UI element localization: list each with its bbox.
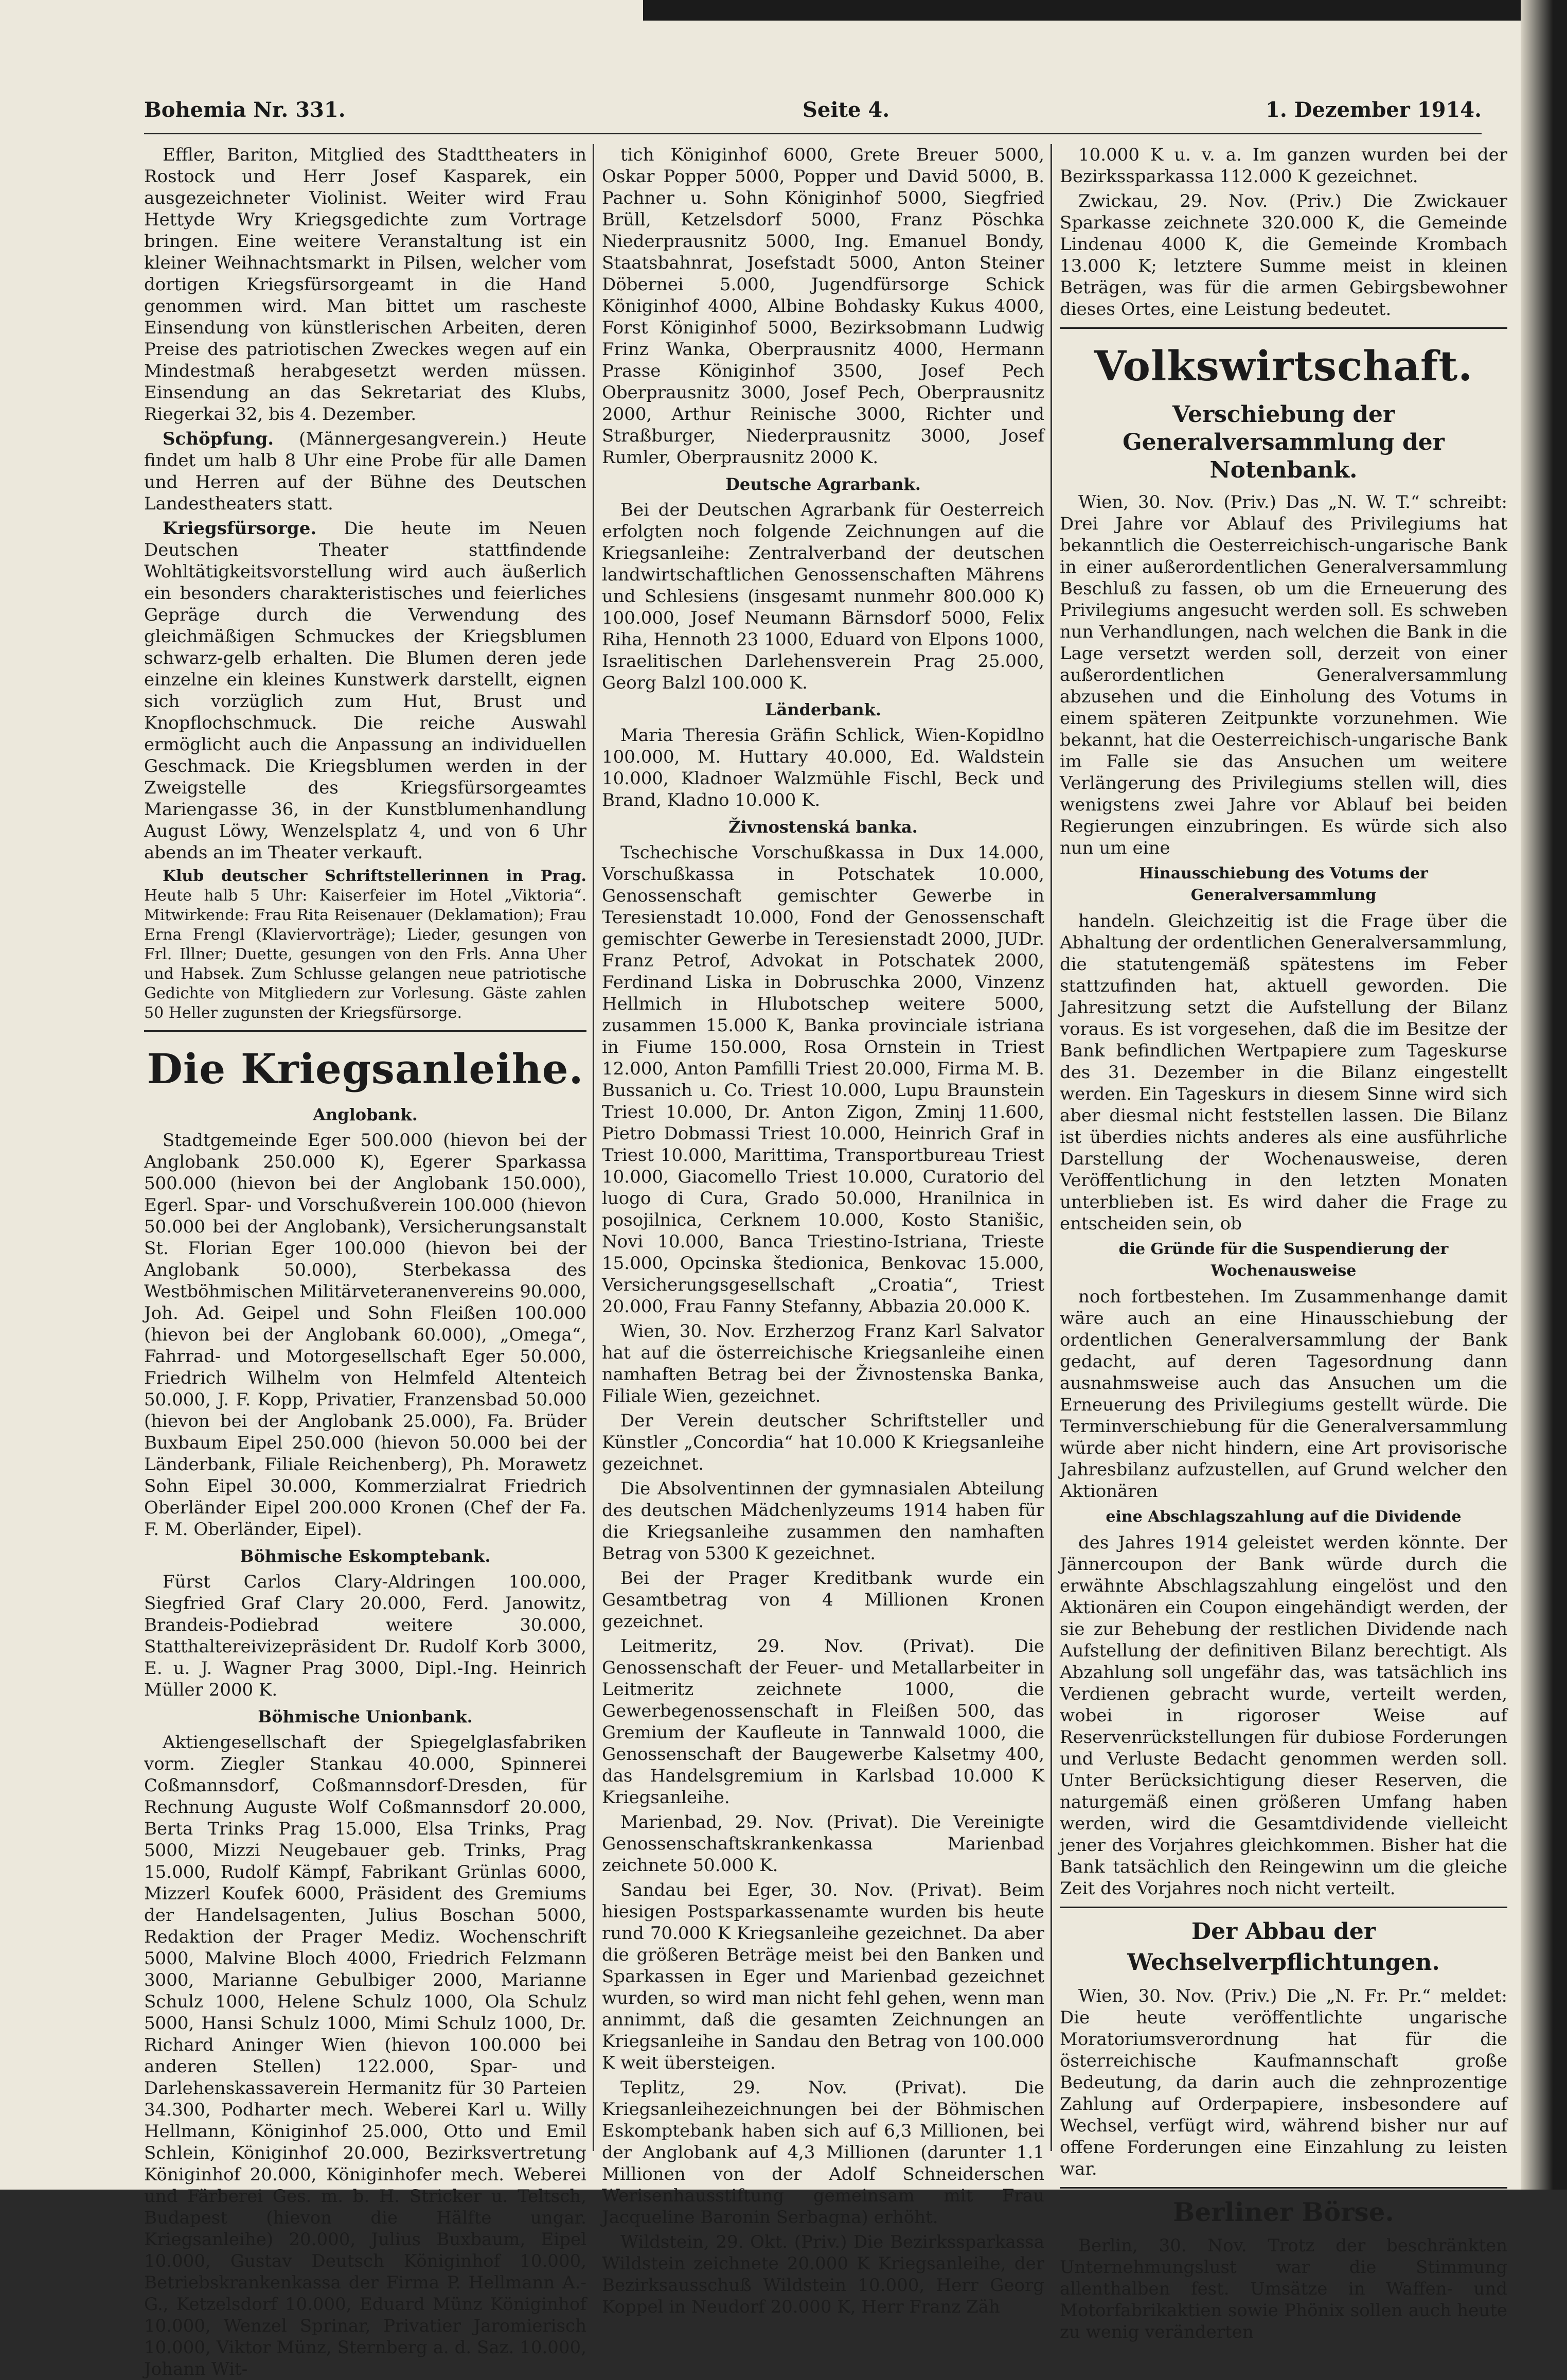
page-header — [144, 98, 1482, 134]
inline-heading-gruende: die Gründe für die Suspendierung der Wochenausweise — [1118, 1240, 1449, 1280]
article-wien-wechsel: Wien, 30. Nov. (Priv.) Die „N. Fr. Pr.“ meldet: Die heute veröffentlichte ungarische Moratoriumsverordnung hat für die österreichische Kaufmannschaft große Bedeutung, da darin auch die zehnprozentige Zahlung auf Orderpapiere, insbesondere auf Wechsel, verfügt wird, während bisher nur auf offene Forderungen eine Einzahlung zu leisten war. — [1060, 1986, 1507, 2179]
text-anglobank: Stadtgemeinde Eger 500.000 (hievon bei der Anglobank 250.000 K), Egerer Sparkassa 500.000 (hievon bei der Anglobank 150.000), Egerl. Spar- und Vorschußverein 100.000 (hievon 50.000 bei der Anglobank), Versicherungsanstalt St. Florian Eger 100.000 (hievon bei der Anglobank 50.000), Sterbekassa des Westböhmischen Militärveteranenvereins 90.000, Joh. Ad. Geipel und Sohn Fleißen 100.000 (hievon bei der Anglobank 60.000), „Omega“, Fahrrad- und Motorgesellschaft Eger 50.000, Friedrich Wilhelm von Helmfeld Altenteich 50.000, J. F. Kopp, Privatier, Franzensbad 50.000 (hievon bei der Anglobank 25.000), Fa. Brüder Buxbaum Eipel 250.000 (hievon 50.000 bei der Länderbank, Filiale Reichenberg), Ph. Morawetz Sohn Eipel 30.000, Kommerzialrat Friedrich Oberländer Eipel 200.000 Kronen (Chef der Fa. F. M. Oberländer, Eipel). — [144, 1130, 586, 1540]
heading-kriegsanleihe: Die Kriegsanleihe. — [147, 1045, 584, 1093]
article-kreditbank: Bei der Prager Kreditbank wurde ein Gesamtbetrag von 4 Millionen Kronen gezeichnet. — [602, 1568, 1044, 1632]
article-berlin: Berlin, 30. Nov. Trotz der beschränkten Unternehmungslust war die Stimmung allenthalben fest. Umsätze in Waffen- und Motorfabrikaktien sowie Phönix sollen auch heute zu wenig veränderten — [1060, 2235, 1507, 2342]
header-masthead: Bohemia Nr. 331. — [144, 98, 346, 122]
lead-schoepfung: Schöpfung. — [163, 429, 274, 449]
lead-kriegsfuersorge: Kriegsfürsorge. — [163, 518, 317, 539]
article-kriegsfuersorge — [144, 518, 586, 863]
text-laender: Maria Theresia Gräfin Schlick, Wien-Kopidlno 100.000, M. Huttary 40.000, Ed. Waldstein 10.000, Kladnoer Walzmühle Fischl, Beck und Brand, Kladno 10.000 K. — [602, 725, 1044, 810]
section-rule — [1060, 327, 1507, 329]
article-absolventinnen: Die Absolventinnen der gymnasialen Abteilung des deutschen Mädchenlyzeums 1914 haben für die Kriegsanleihe zusammen den namhaften Betrag von 5300 K gezeichnet. — [602, 1478, 1044, 1564]
text-zivno: Tschechische Vorschußkassa in Dux 14.000, Vorschußkassa in Potschatek 10.000, Genossenschaft gemischter Gewerbe in Teresienstadt 10.000, Fond der Genossenschaft gemischter Gewerbe in Teresienstadt 2000, JUDr. Franz Petrof, Advokat in Potschatek 2000, Ferdinand Liska in Dobruschka 2000, Vinzenz Hellmich in Hlubotschep weitere 5000, zusammen 15.000 K, Banka provinciale istriana in Fiume 150.000, Rosa Ornstein in Triest 12.000, Anton Pamfilli Triest 20.000, Firma M. B. Bussanich u. Co. Triest 10.000, Lupu Braunstein Triest 10.000, Dr. Anton Zigon, Zminj 11.600, Pietro Dobmassi Triest 10.000, Heinrich Graf in Triest 10.000, Marittima, Transportbureau Triest 10.000, Giacomello Triest 10.000, Curatorio del luogo di Cura, Grado 50.000, Hranilnica in posojilnica, Cerknem 10.000, Kosto Stanišic, Novi 10.000, Banca Triestino-Istriana, Trieste 15.000, Opcinska štedionica, Benkovac 15.000, Versicherungsgesellschaft „Croatia“, Triest 20.000, Frau Fanny Stefanny, Abbazia 20.000 K. — [602, 842, 1044, 1317]
header-rule — [144, 133, 1482, 134]
heading-volkswirtschaft: Volkswirtschaft. — [1094, 342, 1473, 390]
article-marienbad: Marienbad, 29. Nov. (Privat). Die Vereinigte Genossenschaftskrankenkassa Marienbad zeichnete 50.000 K. — [602, 1812, 1044, 1876]
text-union: Aktiengesellschaft der Spiegelglasfabriken vorm. Ziegler Stankau 40.000, Spinnerei Coßmannsdorf, Coßmannsdorf-Dresden, für Rechnung Auguste Wolf Coßmannsdorf 20.000, Berta Trinks Prag 15.000, Elsa Trinks, Prag 5000, Mizzi Neugebauer geb. Trinks, Prag 15.000, Rudolf Kämpf, Fabrikant Grünlas 6000, Mizzerl Koufek 6000, Präsident des Gremiums der Handelsagenten, Julius Boschan 5000, Redaktion der Prager Mediz. Wochenschrift 5000, Malvine Bloch 4000, Friedrich Felzmann 3000, Marianne Gebulbiger 2000, Marianne Schulz 1000, Helene Schulz 1000, Ola Schulz 5000, Hansi Schulz 1000, Mimi Schulz 1000, Dr. Richard Aninger Wien (hievon 100.000 bei anderen Stellen) 122.000, Spar- und Darlehenskassaverein Hermanitz für 30 Parteien 34.300, Podharter mech. Weberei Karl u. Willy Hellmann, Königinhof 25.000, Otto und Emil Schlein, Königinhof 20.000, Bezirksvertretung Königinhof 20.000, Königinhofer mech. Weberei und Färberei Ges. m. b. H. Stricker u. Teltsch, Budapest (hievon die Hälfte ungar. Kriegsanleihe) 20.000, Julius Buxbaum, Eipel 10.000, Gustav Deutsch Königinhof 10.000, Betriebskrankenkassa der Firma P. Hellmann A.-G., Ketzelsdorf 10.000, Eduard Münz Königinhof 10.000, Wenzel Sprinar, Privatier Jaromierisch 10.000, Viktor Münz, Sternberg a. d. Saz. 10.000, Johann Wit- — [144, 1732, 586, 2379]
article-sandau: Sandau bei Eger, 30. Nov. (Privat). Beim hiesigen Postsparkassenamte wurden bis heute rund 70.000 K Kriegsanleihe gezeichnet. Da aber die größeren Beträge meist bei den Banken und Sparkassen in Eger und Marienbad gezeichnet wurden, so wird man nicht fehl gehen, wenn man annimmt, daß die gesamten Zeichnungen an Kriegsanleihe in Sandau den Betrag von 100.000 K weit übersteigen. — [602, 1880, 1044, 2073]
subheading-laender: Länderbank. — [765, 700, 881, 719]
article-wien-notenbank: Wien, 30. Nov. (Priv.) Das „N. W. T.“ schreibt: Drei Jahre vor Ablauf des Privilegiums hat bekanntlich die Oesterreichisch-ungarische Bank in einer außerordentlichen Generalversammlung Beschluß zu fassen, ob um die Erneuerung des Privilegiums angesucht werden soll. Es schweben nun Verhandlungen, nach welchen die Bank in die Lage versetzt werden soll, derzeit von einer außerordentlichen Generalversammlung abzusehen und die Einholung des Votums in einem späteren Zeitpunkte vorzunehmen. Wie bekannt, hat die Oesterreichisch-ungarische Bank im Falle sie das Ansuchen um weitere Verlängerung des Privilegiums stellen will, dies wenigstens zwei Jahre vor Ablauf bei beiden Regierungen einzubringen. Es würde sich also nun um eine — [1060, 492, 1507, 858]
lead-klub: Klub deutscher Schriftstellerinnen in Prag. — [163, 867, 586, 885]
column-rule-2 — [1050, 144, 1052, 2151]
section-rule — [1060, 2187, 1507, 2189]
column-1 — [144, 144, 587, 2379]
text-agrar: Bei der Deutschen Agrarbank für Oesterreich erfolgten noch folgende Zeichnungen auf die Kriegsanleihe: Zentralverband der deutschen landwirtschaftlichen Genossenschaften Mährens und Schlesiens (insgesamt nunmehr 800.000 K) 100.000, Josef Neumann Bärnsdorf 5000, Felix Riha, Hennoth 23 1000, Eduard von Elpons 1000, Israelitischen Darlehensverein Prag 25.000, Georg Balzl 100.000 K. — [602, 500, 1044, 693]
text-wildstein-cont: 10.000 K u. v. a. Im ganzen wurden bei der Bezirkssparkassa 112.000 K gezeichnet. — [1060, 145, 1507, 187]
scan-shadow — [643, 0, 1564, 21]
article-wien-erzherzog: Wien, 30. Nov. Erzherzog Franz Karl Salvator hat auf die österreichische Kriegsanleihe einen namhaften Betrag bei der Živnostenska Banka, Filiale Wien, gezeichnet. — [602, 1321, 1044, 1406]
section-rule — [1060, 1907, 1507, 1908]
section-rule — [144, 1030, 586, 1032]
text-kriegsfuersorge: Die heute im Neuen Deutschen Theater stattfindende Wohltätigkeitsvorstellung wird auch äußerlich ein besonders charakteristisches und feierliches Gepräge durch die Verwendung des gleichmäßigen Schmuckes der Kriegsblumen schwarz-gelb erhalten. Die Blumen deren jede einzelne ein kleines Kunstwerk darstellt, eignen sich vorzüglich zum Hut, Brust und Knopflochschmuck. Die reiche Auswahl ermöglicht auch die Anpassung an individuellen Geschmack. Die Kriegsblumen werden in der Zweigstelle des Kriegsfürsorgeamtes Mariengasse 36, in der Kunstblumenhandlung August Löwy, Wenzelsplatz 4, und von 6 Uhr abends an im Theater verkauft. — [144, 518, 587, 863]
text-handeln: handeln. Gleichzeitig ist die Frage über die Abhaltung der ordentlichen Generalversammlung, die statutengemäß spätestens im Feber stattzufinden hat, aktuell geworden. Die Jahresitzung setzt die Aufstellung der Bilanz voraus. Es ist vorgesehen, daß die im Besitze der Bank befindlichen Wertpapiere zum Tageskurse des 31. Dezember in die Bilanz eingestellt werden. Ein Tageskurs in diesem Sinne wird sich aber diesmal nicht feststellen lassen. Die Bilanz ist überdies nichts anderes als eine ausführliche Darstellung der Wochenausweise, deren Veröffentlichung in den letzten Monaten unterblieben ist. Es wird daher die Frage zu entscheiden sein, ob — [1060, 911, 1507, 1234]
header-page-number: Seite 4. — [803, 98, 890, 122]
subheading-anglobank: Anglobank. — [313, 1105, 418, 1124]
article-concordia: Der Verein deutscher Schriftsteller und Künstler „Concordia“ hat 10.000 K Kriegsanleihe gezeichnet. — [602, 1411, 1044, 1474]
subheading-escompte: Böhmische Eskomptebank. — [240, 1546, 491, 1566]
article-teplitz: Teplitz, 29. Nov. (Privat). Die Kriegsanleihezeichnungen bei der Böhmischen Eskomptebank haben sich auf 6,3 Millionen, bei der Anglobank auf 4,3 Millionen (darunter 1.1 Millionen von der Adolf Schneiderschen Werisenhausstiftung gemeinsam mit Frau Jacqueline Baronin Serbagna) erhöht. — [602, 2077, 1044, 2228]
article-wildstein: Wildstein, 29. Okt. (Priv.) Die Bezirkssparkassa Wildstein zeichnete 20.000 K Kriegsanleihe, der Bezirksausschuß Wildstein 10.000, Herr Georg Koppel in Neudorf 20.000 K, Herr Franz Zäh — [602, 2232, 1044, 2317]
article-effler: Effler, Bariton, Mitglied des Stadttheaters in Rostock und Herr Josef Kasparek, ein ausgezeichneter Violinist. Weiter wird Frau Hettyde Wry Kriegsgedichte zum Vortrage bringen. Eine weitere Veranstaltung ist ein kleiner Weihnachtsmarkt in Pilsen, welcher vom dortigen Kriegsfürsorgeamt in die Hand genommen wird. Man bittet um rascheste Einsendung von künstlerischen Arbeiten, deren Preise des patriotischen Zweckes wegen auf ein Mindestmaß herabgesetzt werden müssen. Einsendung an das Sekretariat des Klubs, Riegerkai 32, bis 4. Dezember. — [144, 145, 586, 425]
text-schoepfung: (Männergesangverein.) Heute findet um halb 8 Uhr eine Probe für alle Damen und Herren auf der Bühne des Deutschen Landestheaters statt. — [144, 429, 587, 514]
text-union-cont: tich Königinhof 6000, Grete Breuer 5000, Oskar Popper 5000, Popper und David 5000, B. Pachner u. Sohn Königinhof 5000, Siegfried Brüll, Ketzelsdorf 5000, Franz Pöschka Niederprausnitz 5000, Ing. Emanuel Bondy, Staatsbahnrat, Josefstadt 5000, Anton Steiner Döbernei 5.000, Jugendfürsorge Schick Königinhof 4000, Albine Bohdasky Kukus 4000, Forst Königinhof 5000, Bezirksobmann Ludwig Frinz Wanka, Oberprausnitz 4000, Hermann Prasse Königinhof 3500, Josef Pech Oberprausnitz 3000, Josef Pech, Oberprausnitz 2000, Arthur Reinische 3000, Richter und Straßburger, Niederprausnitz 3000, Josef Rumler, Oberprausnitz 2000 K. — [602, 145, 1044, 468]
subheading-union: Böhmische Unionbank. — [258, 1707, 473, 1726]
article-zwickau: Zwickau, 29. Nov. (Priv.) Die Zwickauer Sparkasse zeichnete 320.000 K, die Gemeinde Lindenau 4000 K, die Gemeinde Krombach 13.000 K; letztere Summe meist in kleinen Beträgen, was für die armen Gebirgsbewohner dieses Ortes, eine Leistung bedeutet. — [1060, 191, 1507, 320]
text-jahres: des Jahres 1914 geleistet werden könnte. Der Jännercoupon der Bank würde durch die erwähnte Abschlagszahlung eingelöst und den Aktionären ein Coupon eingehändigt werden, der sie zur Behebung der restlichen Dividende nach Aufstellung der definitiven Bilanz berechtigt. Als Abzahlung soll ungefähr das, was tatsächlich ins Verdienen gebracht wurde, verteilt werden, wobei in rigoroser Weise auf Reservenrückstellungen für dubiose Forderungen und Verluste Bedacht genommen werden soll. Unter Berücksichtigung dieser Reserven, die naturgemäß einen größeren Umfang haben werden, wird die Gesamtdividende vielleicht jener des Vorjahres gleichkommen. Bisher hat die Bank tatsächlich den Reingewinn um die gleiche Zeit des Vorjahres noch nicht verteilt. — [1060, 1532, 1507, 1899]
heading-boerse: Berliner Börse. — [1173, 2197, 1394, 2227]
article-leitmeritz: Leitmeritz, 29. Nov. (Privat). Die Genossenschaft der Feuer- und Metallarbeiter in Leitmeritz zeichnete 1000, die Gewerbegenossenschaft in Fleißen 500, das Gremium der Kaufleute in Tannwald 1000, die Genossenschaft der Baugewerbe Kalsetmy 400, das Handelsgremium in Karlsbad 10.000 K Kriegsanleihe. — [602, 1636, 1044, 1808]
subheading-agrar: Deutsche Agrarbank. — [725, 474, 921, 494]
column-2 — [602, 144, 1044, 2317]
text-klub: Heute halb 5 Uhr: Kaiserfeier im Hotel „Viktoria“. Mitwirkende: Frau Rita Reisenauer (Deklamation); Frau Erna Frengl (Klaviervorträge); Lieder, gesungen von Frl. Illner; Duette, gesungen von den Frls. Anna Uher und Habsek. Zum Schlusse gelangen neue patriotische Gedichte von Mitgliedern zur Vorlesung. Gäste zahlen 50 Heller zugunsten der Kriegsfürsorge. — [144, 887, 586, 1022]
scan-edge — [1521, 0, 1567, 2190]
article-klub — [144, 867, 586, 1023]
subheading-zivno: Živnostenská banka. — [728, 817, 918, 837]
heading-abbau: Der Abbau der Wechselverpflichtungen. — [1127, 1918, 1440, 1976]
column-rule-1 — [593, 144, 594, 2151]
inline-heading-hinausschiebung: Hinausschiebung des Votums der Generalversammlung — [1139, 865, 1428, 904]
column-3 — [1060, 144, 1507, 2342]
text-fortbestehen: noch fortbestehen. Im Zusammenhange damit wäre auch an eine Hinausschiebung der ordentlichen Generalversammlung der Bank gedacht, auf deren Tagesordnung dann ausnahmsweise auch das Ansuchen um die Erneuerung des Privilegiums gestellt würde. Die Terminverschiebung für die Generalversammlung würde aber nicht hindern, eine Art provisorische Jahresbilanz aufzustellen, auf Grund welcher den Aktionären — [1060, 1286, 1507, 1502]
heading-verschiebung: Verschiebung der Generalversammlung der Notenbank. — [1123, 401, 1445, 483]
text-escompte: Fürst Carlos Clary-Aldringen 100.000, Siegfried Graf Clary 20.000, Ferd. Janowitz, Brandeis-Podiebrad weitere 30.000, Statthaltereivizepräsident Dr. Rudolf Korb 3000, E. u. J. Wagner Prag 3000, Dipl.-Ing. Heinrich Müller 2000 K. — [144, 1572, 586, 1700]
inline-heading-abschlag: eine Abschlagszahlung auf die Dividende — [1106, 1508, 1462, 1526]
header-date: 1. Dezember 1914. — [1266, 98, 1482, 122]
article-schoepfung — [144, 428, 586, 515]
